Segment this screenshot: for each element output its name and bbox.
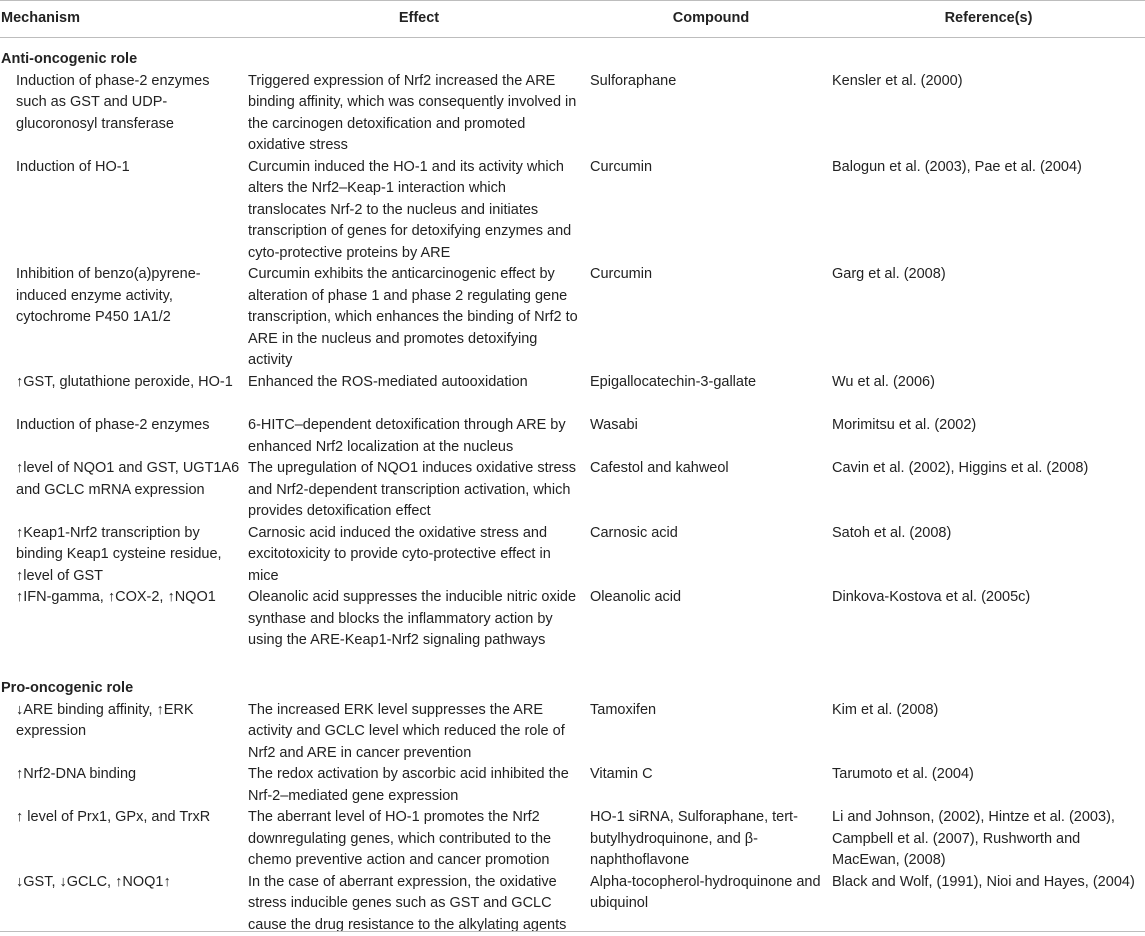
- table-row: [0, 458, 1145, 523]
- header-references: Reference(s): [832, 1, 1145, 38]
- table-row: [0, 523, 1145, 588]
- cell-effect: Triggered expression of Nrf2 increased the ARE binding affinity, which was consequently involved in the carcinogen detoxification and promoted oxidative stress: [248, 72, 577, 153]
- cell-reference: Kim et al. (2008): [832, 701, 939, 718]
- cell-compound: Curcumin: [590, 266, 653, 282]
- cell-reference: Dinkova-Kostova et al. (2005c): [832, 589, 1031, 605]
- cell-reference: Tarumoto et al. (2004): [832, 766, 974, 782]
- table-row: [0, 700, 1145, 765]
- cell-mechanism: ↓GST, ↓GCLC, ↑NOQ1↑: [16, 873, 171, 890]
- cell-reference: Li and Johnson, (2002), Hintze et al. (2003), Campbell et al. (2007), Rushworth and MacEwan, (2008): [832, 809, 1115, 868]
- cell-mechanism: ↑GST, glutathione peroxide, HO-1: [16, 374, 233, 390]
- cell-mechanism: ↑ level of Prx1, GPx, and TrxR: [16, 809, 211, 825]
- header-compound: Compound: [590, 1, 832, 38]
- cell-mechanism: Induction of phase-2 enzymes such as GST and UDP-glucoronosyl transferase: [16, 72, 210, 132]
- cell-effect: The redox activation by ascorbic acid inhibited the Nrf-2–mediated gene expression: [248, 766, 569, 804]
- section-row-anti: [0, 38, 1145, 71]
- section-title: Pro-oncogenic role: [1, 680, 134, 696]
- cell-compound: HO-1 siRNA, Sulforaphane, tert-butylhydroquinone, and β-naphthoflavone: [590, 809, 798, 868]
- cell-compound: Curcumin: [590, 158, 653, 175]
- table-row: [0, 872, 1145, 936]
- cell-mechanism: Induction of phase-2 enzymes: [16, 417, 210, 433]
- cell-mechanism: ↑Keap1-Nrf2 transcription by binding Keap1 cysteine residue, ↑level of GST: [16, 524, 222, 584]
- cell-mechanism: Induction of HO-1: [16, 158, 130, 175]
- cell-compound: Epigallocatechin-3-gallate: [590, 374, 757, 390]
- section-row-pro: [0, 673, 1145, 700]
- cell-compound: Vitamin C: [590, 766, 653, 782]
- table-row: [0, 587, 1145, 673]
- cell-reference: Garg et al. (2008): [832, 266, 946, 282]
- cell-mechanism: ↓ARE binding affinity, ↑ERK expression: [16, 701, 194, 739]
- cell-effect: Carnosic acid induced the oxidative stress and excitotoxicity to provide cyto-protective effect in mice: [248, 524, 551, 584]
- cell-effect: The aberrant level of HO-1 promotes the Nrf2 downregulating genes, which contributed to the chemo preventive action and cancer promotion: [248, 809, 552, 868]
- cell-compound: Tamoxifen: [590, 701, 657, 718]
- table-row: [0, 264, 1145, 372]
- cell-effect: In the case of aberrant expression, the oxidative stress inducible genes such as GST and GCLC cause the drug resistance to the alkylating agents: [248, 873, 567, 933]
- table-row: [0, 807, 1145, 872]
- cell-compound: Sulforaphane: [590, 72, 677, 89]
- cell-compound: Cafestol and kahweol: [590, 460, 729, 476]
- cell-reference: Kensler et al. (2000): [832, 72, 963, 89]
- header-effect: Effect: [248, 1, 590, 38]
- table-row: [0, 71, 1145, 157]
- cell-effect: 6-HITC–dependent detoxification through ARE by enhanced Nrf2 localization at the nucleus: [248, 417, 566, 455]
- cell-reference: Morimitsu et al. (2002): [832, 417, 977, 433]
- cell-reference: Satoh et al. (2008): [832, 524, 952, 541]
- table-row: [0, 415, 1145, 458]
- cell-effect: Curcumin induced the HO-1 and its activity which alters the Nrf2–Keap-1 interaction which translocates Nrf-2 to the nucleus and initiates transcription of genes for detoxifying enzymes and cyto-protective proteins by ARE: [248, 158, 572, 261]
- cell-reference: Wu et al. (2006): [832, 374, 935, 390]
- cell-mechanism: ↑Nrf2-DNA binding: [16, 766, 137, 782]
- cell-reference: Cavin et al. (2002), Higgins et al. (2008): [832, 460, 1089, 476]
- table-row: [0, 157, 1145, 265]
- table-row: [0, 764, 1145, 807]
- cell-effect: The increased ERK level suppresses the ARE activity and GCLC level which reduced the role of Nrf2 and ARE in cancer prevention: [248, 701, 565, 761]
- table-header: [0, 1, 1145, 38]
- cell-compound: Carnosic acid: [590, 524, 678, 541]
- cell-effect: The upregulation of NQO1 induces oxidative stress and Nrf2-dependent transcription activation, which provides detoxification effect: [248, 460, 577, 519]
- cell-compound: Oleanolic acid: [590, 589, 682, 605]
- header-mechanism: Mechanism: [0, 1, 248, 38]
- cell-effect: Oleanolic acid suppresses the inducible nitric oxide synthase and blocks the inflammatory action by using the ARE-Keap1-Nrf2 signaling pathways: [248, 589, 577, 648]
- cell-compound: Alpha-tocopherol-hydroquinone and ubiquinol: [590, 873, 821, 911]
- cell-effect: Enhanced the ROS-mediated autooxidation: [248, 374, 528, 390]
- cell-compound: Wasabi: [590, 417, 638, 433]
- table-row: [0, 372, 1145, 415]
- cell-reference: Black and Wolf, (1991), Nioi and Hayes, (2004): [832, 873, 1135, 890]
- cell-effect: Curcumin exhibits the anticarcinogenic effect by alteration of phase 1 and phase 2 regulating gene transcription, which enhances the binding of Nrf2 to ARE in the nucleus and promotes detoxifying activity: [248, 266, 578, 368]
- table-bottom-rule: [0, 931, 1145, 932]
- cell-mechanism: ↑IFN-gamma, ↑COX-2, ↑NQO1: [16, 589, 216, 605]
- cell-reference: Balogun et al. (2003), Pae et al. (2004): [832, 158, 1082, 175]
- cell-mechanism: Inhibition of benzo(a)pyrene-induced enzyme activity, cytochrome P450 1A1/2: [16, 266, 201, 325]
- section-title: Anti-oncogenic role: [1, 51, 138, 67]
- cell-mechanism: ↑level of NQO1 and GST, UGT1A6 and GCLC mRNA expression: [16, 460, 240, 498]
- table-body: [0, 38, 1145, 936]
